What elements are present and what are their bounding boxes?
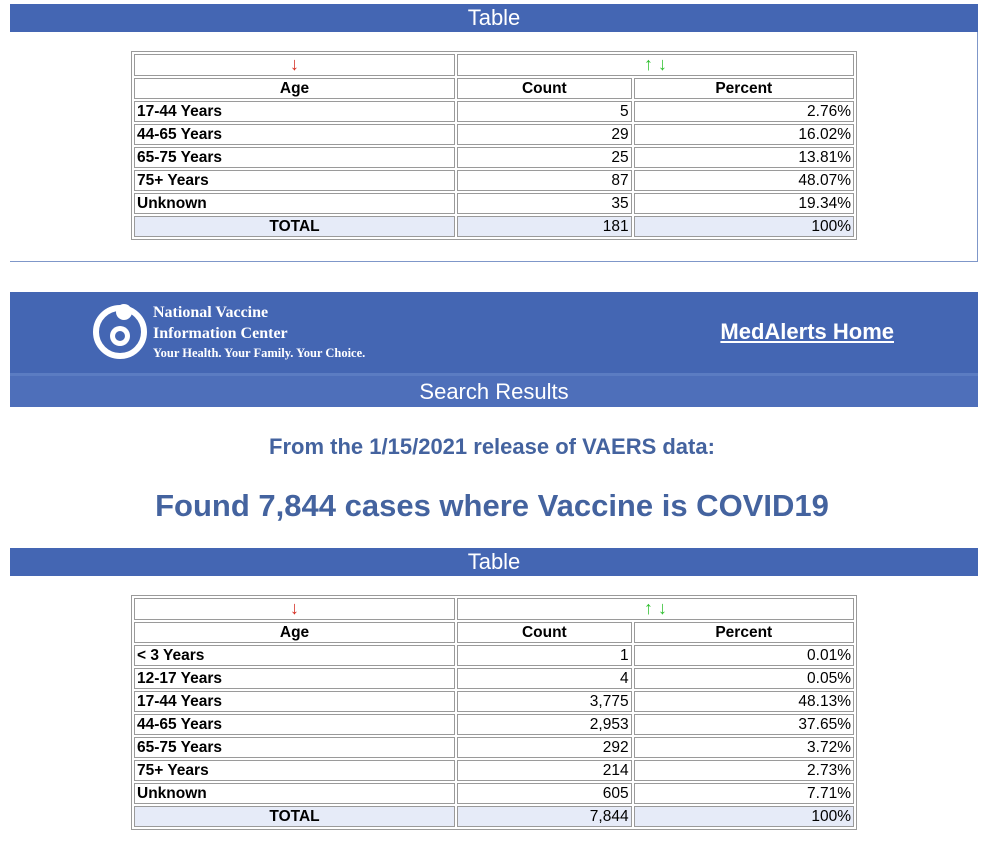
percent-cell: 16.02% bbox=[634, 124, 854, 145]
percent-cell: 0.05% bbox=[634, 668, 854, 689]
percent-cell: 48.13% bbox=[634, 691, 854, 712]
age-cell: 44-65 Years bbox=[134, 714, 455, 735]
table-row bbox=[134, 170, 854, 191]
percent-header: Percent bbox=[634, 622, 854, 643]
sort-arrow-row bbox=[134, 598, 854, 620]
percent-cell: 0.01% bbox=[634, 645, 854, 666]
count-cell: 35 bbox=[457, 193, 632, 214]
age-sort-down-arrow-icon[interactable]: ↓ bbox=[290, 54, 300, 74]
age-cell: 65-75 Years bbox=[134, 737, 455, 758]
percent-cell: 3.72% bbox=[634, 737, 854, 758]
age-cell: 44-65 Years bbox=[134, 124, 455, 145]
count-cell: 29 bbox=[457, 124, 632, 145]
age-cell: < 3 Years bbox=[134, 645, 455, 666]
sort-arrow-row bbox=[134, 54, 854, 76]
total-row bbox=[134, 216, 854, 237]
count-sort-cell bbox=[457, 598, 854, 620]
total-row bbox=[134, 806, 854, 827]
header-row bbox=[134, 78, 854, 99]
percent-cell: 19.34% bbox=[634, 193, 854, 214]
percent-cell: 48.07% bbox=[634, 170, 854, 191]
bottom-age-table bbox=[131, 595, 857, 830]
total-percent: 100% bbox=[634, 806, 854, 827]
table-row bbox=[134, 668, 854, 689]
total-count: 7,844 bbox=[457, 806, 632, 827]
age-cell: 75+ Years bbox=[134, 170, 455, 191]
count-sort-arrows-icon[interactable]: ↑ ↓ bbox=[644, 54, 668, 74]
table-row bbox=[134, 147, 854, 168]
total-percent: 100% bbox=[634, 216, 854, 237]
age-cell: 17-44 Years bbox=[134, 101, 455, 122]
release-info: From the 1/15/2021 release of VAERS data: bbox=[269, 434, 715, 459]
count-cell: 214 bbox=[457, 760, 632, 781]
age-cell: Unknown bbox=[134, 783, 455, 804]
age-cell: 17-44 Years bbox=[134, 691, 455, 712]
percent-cell: 37.65% bbox=[634, 714, 854, 735]
table-row bbox=[134, 783, 854, 804]
medalerts-home-link[interactable]: MedAlerts Home bbox=[720, 319, 894, 344]
age-cell: Unknown bbox=[134, 193, 455, 214]
count-cell: 2,953 bbox=[457, 714, 632, 735]
age-sort-cell bbox=[134, 598, 455, 620]
table-row bbox=[134, 737, 854, 758]
header-row bbox=[134, 622, 854, 643]
top-age-table bbox=[131, 51, 857, 240]
count-cell: 5 bbox=[457, 101, 632, 122]
table-row bbox=[134, 193, 854, 214]
count-cell: 87 bbox=[457, 170, 632, 191]
age-cell: 75+ Years bbox=[134, 760, 455, 781]
age-cell: 12-17 Years bbox=[134, 668, 455, 689]
nvic-header bbox=[10, 292, 978, 407]
table-row bbox=[134, 645, 854, 666]
top-table-title-bar: Table bbox=[10, 4, 978, 32]
count-cell: 292 bbox=[457, 737, 632, 758]
total-label: TOTAL bbox=[134, 806, 455, 827]
org-name-line2: Information Center bbox=[153, 325, 288, 342]
found-cases-heading: Found 7,844 cases where Vaccine is COVID19 bbox=[155, 488, 829, 523]
table-row bbox=[134, 760, 854, 781]
age-header: Age bbox=[134, 622, 455, 643]
bottom-table-title-bar: Table bbox=[10, 548, 978, 576]
table-row bbox=[134, 101, 854, 122]
total-label: TOTAL bbox=[134, 216, 455, 237]
age-sort-cell bbox=[134, 54, 455, 76]
count-header: Count bbox=[457, 622, 632, 643]
count-cell: 605 bbox=[457, 783, 632, 804]
table-row bbox=[134, 691, 854, 712]
org-tagline: Your Health. Your Family. Your Choice. bbox=[153, 346, 366, 360]
count-cell: 1 bbox=[457, 645, 632, 666]
org-name-line1: National Vaccine bbox=[153, 304, 269, 321]
age-sort-down-arrow-icon[interactable]: ↓ bbox=[290, 598, 300, 618]
table-row bbox=[134, 124, 854, 145]
count-header: Count bbox=[457, 78, 632, 99]
percent-header: Percent bbox=[634, 78, 854, 99]
percent-cell: 7.71% bbox=[634, 783, 854, 804]
percent-cell: 13.81% bbox=[634, 147, 854, 168]
age-header: Age bbox=[134, 78, 455, 99]
age-cell: 65-75 Years bbox=[134, 147, 455, 168]
table-row bbox=[134, 714, 854, 735]
count-cell: 3,775 bbox=[457, 691, 632, 712]
count-sort-cell bbox=[457, 54, 854, 76]
mother-child-logo-icon[interactable] bbox=[90, 298, 154, 362]
percent-cell: 2.73% bbox=[634, 760, 854, 781]
count-cell: 4 bbox=[457, 668, 632, 689]
count-sort-arrows-icon[interactable]: ↑ ↓ bbox=[644, 598, 668, 618]
count-cell: 25 bbox=[457, 147, 632, 168]
percent-cell: 2.76% bbox=[634, 101, 854, 122]
search-results-title: Search Results bbox=[419, 379, 569, 404]
total-count: 181 bbox=[457, 216, 632, 237]
